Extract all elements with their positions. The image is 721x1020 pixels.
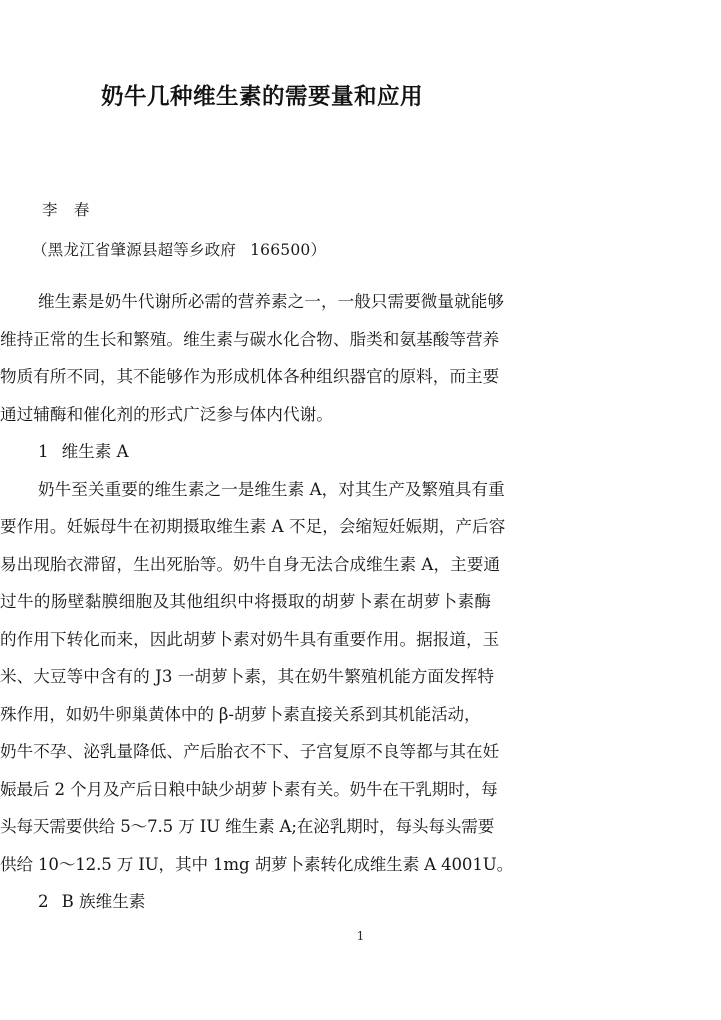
paragraph-line: 过牛的肠壁黏膜细胞及其他组织中将摄取的胡萝卜素在胡萝卜素酶 xyxy=(0,592,492,611)
author-surname: 李 xyxy=(42,201,58,219)
section-number: 1 xyxy=(38,442,49,461)
section-heading-text: 维生素 A xyxy=(61,442,129,461)
body-text xyxy=(0,283,524,921)
section-heading-text: B 族维生素 xyxy=(61,892,146,911)
paragraph-line: 物质有所不同，其不能够作为形成机体各种组织器官的原料，而主要 xyxy=(0,367,500,386)
paragraph-line: 的作用下转化而来，因此胡萝卜素对奶牛具有重要作用。据报道，玉 xyxy=(0,629,500,649)
section-heading-1 xyxy=(0,433,524,471)
paragraph-line: 米、大豆等中含有的 J3 一胡萝卜素，其在奶牛繁殖机能方面发挥特 xyxy=(0,667,494,686)
paragraph-line: 维持正常的生长和繁殖。维生素与碳水化合物、脂类和氨基酸等营养 xyxy=(0,329,500,349)
author-given-name: 春 xyxy=(73,201,90,219)
affiliation-organization: （黑龙江省肇源县超等乡政府 xyxy=(32,241,237,259)
affiliation-line xyxy=(0,243,524,259)
page-number: 1 xyxy=(356,928,365,943)
paragraph-line: 殊作用，如奶牛卵巢黄体中的 β-胡萝卜素直接关系到其机能活动， xyxy=(0,704,481,724)
section-heading-2 xyxy=(0,883,524,921)
paragraph-line: 娠最后 2 个月及产后日粮中缺少胡萝卜素有关。奶牛在干乳期时，每 xyxy=(0,779,498,799)
paragraph-line: 供给 10～12.5 万 IU，其中 1mg 胡萝卜素转化成维生素 A 4001U。 xyxy=(0,854,514,874)
paragraph-line: 奶牛不孕、泌乳量降低、产后胎衣不下、子宫复原不良等都与其在妊 xyxy=(0,742,500,761)
paragraph-line: 要作用。妊娠母牛在初期摄取维生素 A 不足，会缩短妊娠期，产后容 xyxy=(0,517,506,536)
paragraph-line: 头每天需要供给 5～7.5 万 IU 维生素 A;在泌乳期时，每头每头需要 xyxy=(0,817,495,836)
paragraph-line: 奶牛至关重要的维生素之一是维生素 A，对其生产及繁殖具有重 xyxy=(38,479,505,499)
paragraph-line: 维生素是奶牛代谢所必需的营养素之一，一般只需要微量就能够 xyxy=(38,292,505,311)
affiliation-close-paren: ） xyxy=(310,241,327,259)
author-line xyxy=(0,203,524,219)
section-number: 2 xyxy=(38,892,49,911)
paragraph-line: 易出现胎衣滞留，生出死胎等。奶牛自身无法合成维生素 A，主要通 xyxy=(0,554,501,574)
paragraph-line: 通过辅酶和催化剂的形式广泛参与体内代谢。 xyxy=(0,404,333,424)
affiliation-postcode: 166500 xyxy=(250,241,311,259)
page-title: 奶牛几种维生素的需要量和应用 xyxy=(100,84,423,110)
